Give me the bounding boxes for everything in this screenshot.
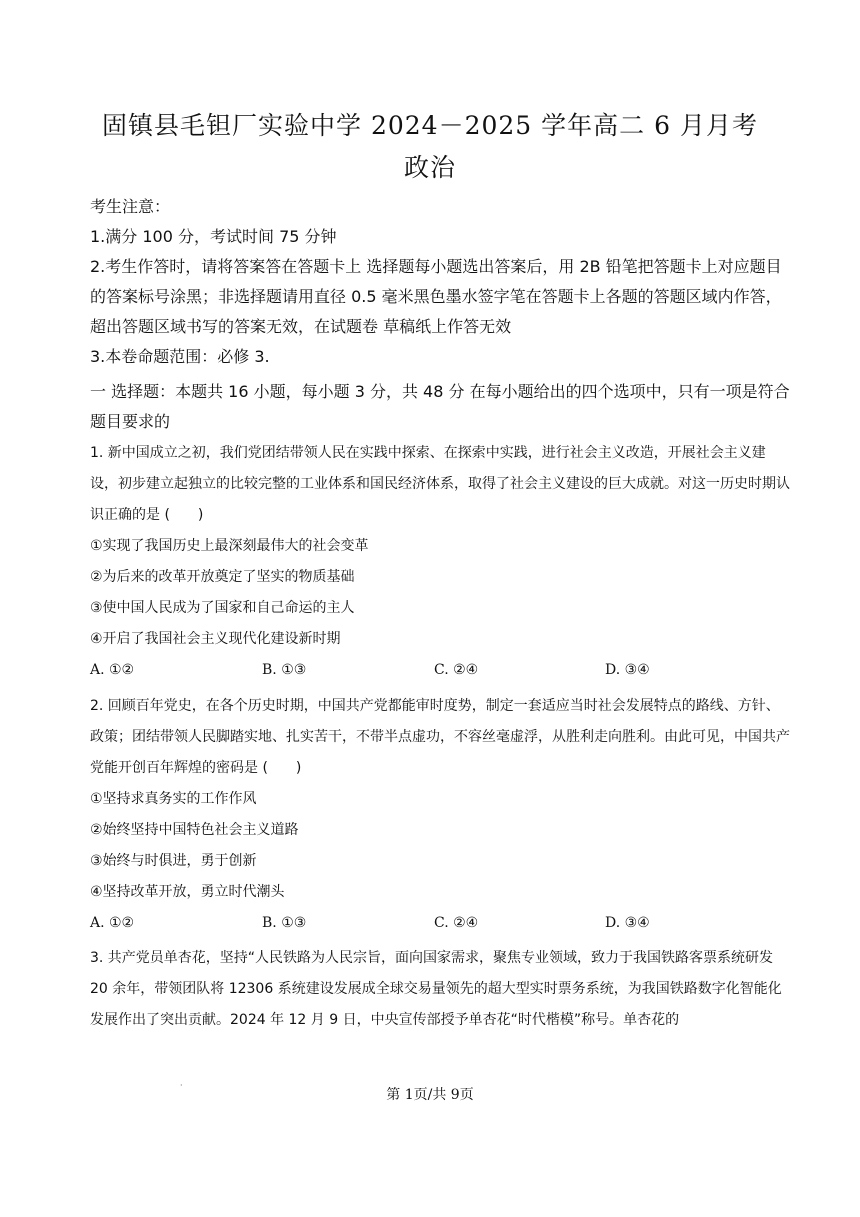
page-number: 第 1页/共 9页: [386, 1087, 474, 1103]
question-2: [90, 691, 790, 938]
note-item-3: 3.本卷命题范围：必修 3.: [90, 347, 270, 366]
statement-option: ④坚持改革开放，勇立时代潮头: [90, 884, 285, 900]
statement-option: ③始终与时俱进，勇于创新: [90, 853, 257, 869]
section-heading: 一 选择题：本题共 16 小题，每小题 3 分，共 48 分 在每小题给出的四个选项中，只有一项是符合题目要求的: [90, 382, 790, 431]
choice-a: A. ①②: [90, 915, 135, 931]
question-3: [90, 943, 790, 1036]
question-stem: 2. 回顾百年党史，在各个历史时期，中国共产党都能审时度势，制定一套适应当时社会发展特点的路线、方针、政策；团结带领人民脚踏实地、扎实苦干，不带半点虚功，不容丝毫虚浮，从胜利走向胜利。由此可见，中国共产党能开创百年辉煌的密码是 ( ): [90, 698, 790, 776]
answer-choices: [90, 655, 790, 685]
question-stem: 1. 新中国成立之初，我们党团结带领人民在实践中探索、在探索中实践，进行社会主义改造，开展社会主义建设，初步建立起独立的比较完整的工业体系和国民经济体系，取得了社会主义建设的巨大成就。对这一历史时期认识正确的是 ( ): [90, 445, 790, 523]
statement-option: ③使中国人民成为了国家和自己命运的主人: [90, 600, 355, 616]
question-stem: 3. 共产党员单杏花，坚持“人民铁路为人民宗旨，面向国家需求，聚焦专业领域，致力于我国铁路客票系统研发 20 余年，带领团队将 12306 系统建设发展成全球交易量领先的超大型实时票务系统，为我国铁路数字化智能化发展作出了突出贡献。2024 年 12 月 9 日，中央宣传部授予单杏花“时代楷模”称号。单杏花的: [90, 950, 782, 1028]
choice-c: C. ②④: [434, 662, 479, 678]
choice-b: B. ①③: [262, 915, 307, 931]
answer-choices: [90, 908, 790, 938]
scan-mark: ·: [180, 1081, 183, 1090]
subject-title: 政治: [403, 153, 456, 182]
choice-c: C. ②④: [434, 915, 479, 931]
question-1: [90, 438, 790, 685]
statement-option: ④开启了我国社会主义现代化建设新时期: [90, 631, 341, 647]
note-item-2: 2.考生作答时，请将答案答在答题卡上 选择题每小题选出答案后，用 2B 铅笔把答题卡上对应题目的答案标号涂黑；非选择题请用直径 0.5 毫米黑色墨水签字笔在答题卡上各题的答题区域内作答，超出答题区域书写的答案无效，在试题卷 草稿纸上作答无效: [90, 257, 782, 336]
statement-option: ②始终坚持中国特色社会主义道路: [90, 822, 299, 838]
candidate-notes: [90, 192, 790, 372]
choice-d: D. ③④: [605, 662, 650, 678]
notes-heading: 考生注意：: [90, 197, 171, 216]
exam-title: 固镇县毛钽厂实验中学 2024－2025 学年高二 6 月月考: [102, 111, 758, 140]
choice-b: B. ①③: [262, 662, 307, 678]
choice-d: D. ③④: [605, 915, 650, 931]
choice-a: A. ①②: [90, 662, 135, 678]
statement-option: ②为后来的改革开放奠定了坚实的物质基础: [90, 569, 355, 585]
statement-option: ①实现了我国历史上最深刻最伟大的社会变革: [90, 538, 369, 554]
note-item-1: 1.满分 100 分，考试时间 75 分钟: [90, 227, 337, 246]
statement-option: ①坚持求真务实的工作作风: [90, 791, 257, 807]
